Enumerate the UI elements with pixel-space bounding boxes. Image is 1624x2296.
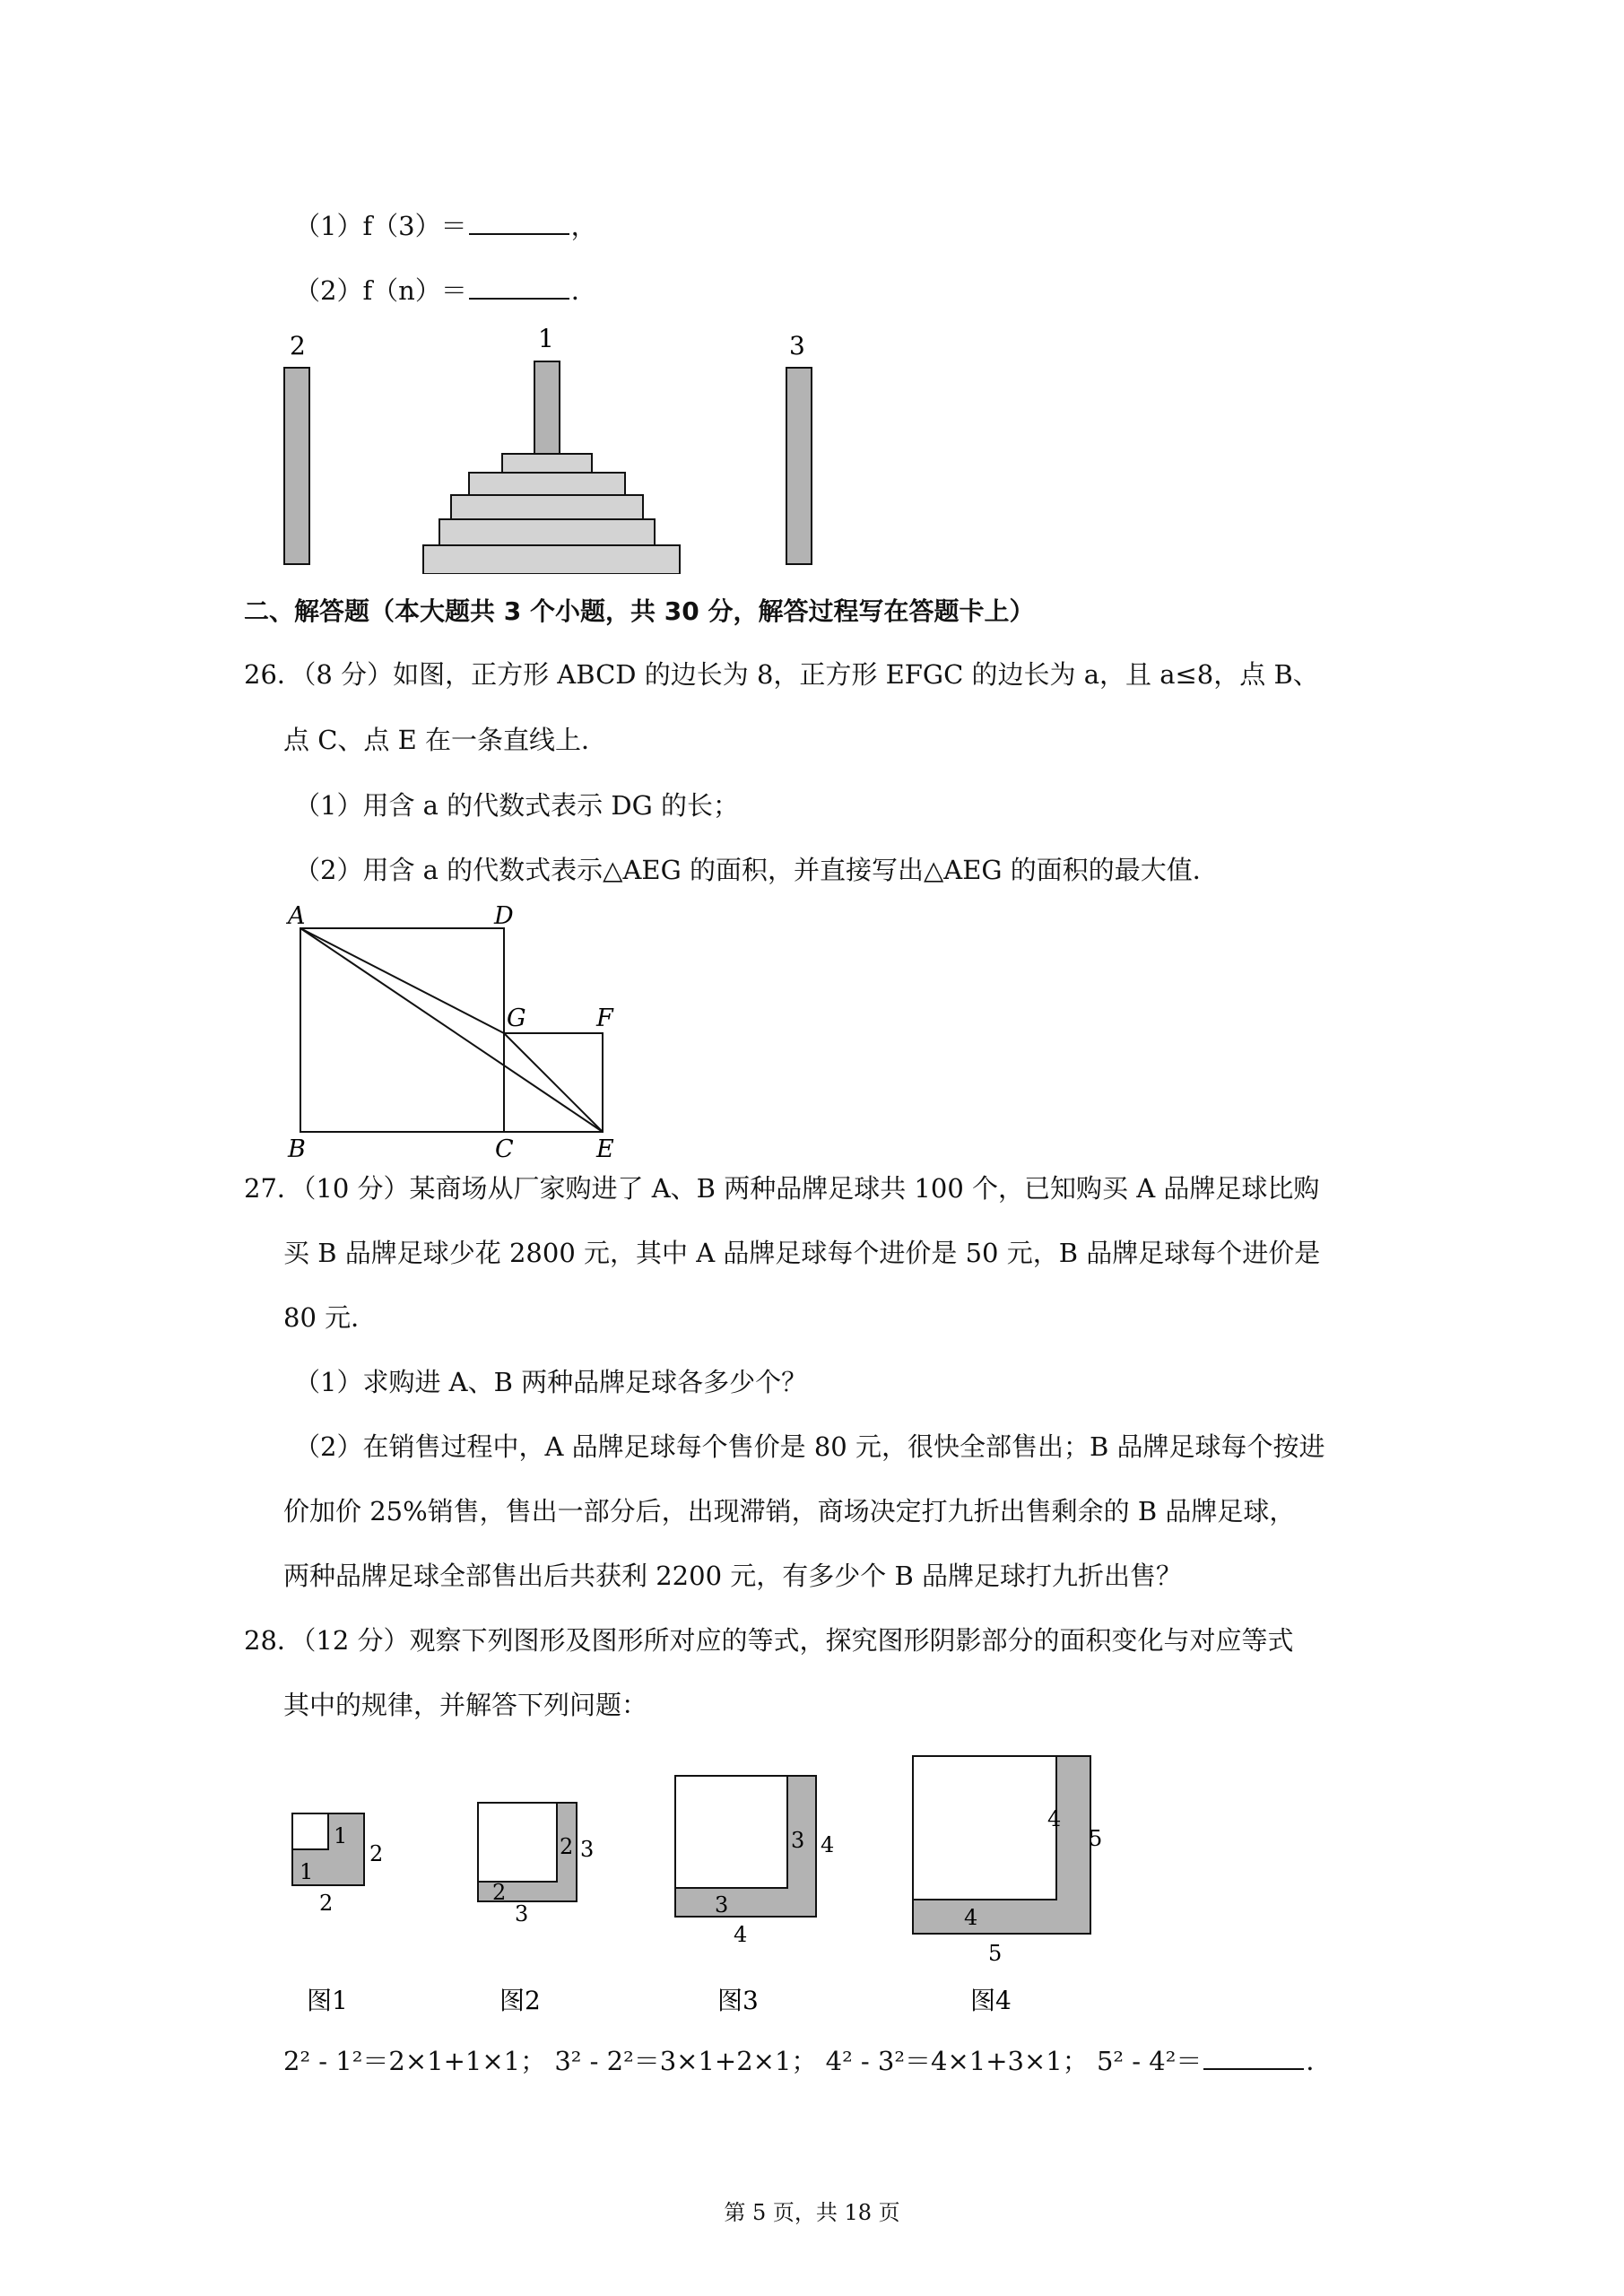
label-a: A bbox=[288, 902, 306, 930]
p28-equations bbox=[283, 2043, 1332, 2079]
peg-right bbox=[786, 368, 812, 564]
equation-4-blank[interactable] bbox=[1203, 2045, 1304, 2070]
fig4-outer-label: 5 bbox=[1089, 1826, 1103, 1851]
p27-line1: 27．（10 分）某商场从厂家购进了 A、B 两种品牌足球共 100 个，已知购买 A 品牌足球比购 bbox=[244, 1173, 1320, 1204]
fig2-inner-label-bottom: 2 bbox=[492, 1880, 507, 1905]
p25-q2-end: ． bbox=[570, 275, 597, 306]
figure-1 bbox=[287, 1807, 386, 2022]
hanoi-right-peg bbox=[780, 323, 825, 576]
fig4-inner-label-bottom: 4 bbox=[964, 1905, 978, 1930]
equation-end: ． bbox=[1306, 2046, 1333, 2076]
fig1-inner-label-bottom: 1 bbox=[300, 1859, 314, 1884]
fig1-outer-label-bottom: 2 bbox=[319, 1891, 334, 1916]
p25-q1 bbox=[294, 208, 597, 244]
p27-q2-line1: （2）在销售过程中，A 品牌足球每个售价是 80 元，很快全部售出；B 品牌足球每个按进 bbox=[294, 1431, 1325, 1462]
p25-q1-text: （1）f（3）＝ bbox=[294, 211, 467, 241]
fig3-caption: 图3 bbox=[717, 1986, 759, 2015]
figure-4 bbox=[906, 1747, 1130, 2022]
equation-3: 4² - 3²＝4×1+3×1； bbox=[825, 2046, 1089, 2076]
p26-q1: （1）用含 a 的代数式表示 DG 的长； bbox=[294, 790, 740, 821]
disk-4 bbox=[439, 519, 655, 545]
segment-ag bbox=[300, 928, 504, 1033]
tower-label-1: 1 bbox=[538, 324, 554, 353]
peg-left bbox=[284, 368, 309, 564]
fig3-inner-label-bottom: 3 bbox=[715, 1892, 729, 1918]
p26-q2: （2）用含 a 的代数式表示△AEG 的面积，并直接写出△AEG 的面积的最大值． bbox=[294, 855, 1219, 885]
p25-q2-text: （2）f（n）＝ bbox=[294, 275, 467, 306]
fig2-caption: 图2 bbox=[499, 1986, 541, 2015]
fig3-inner bbox=[675, 1776, 787, 1888]
fig3-outer-label-bottom: 4 bbox=[734, 1922, 748, 1947]
p26-line2: 点 C、点 E 在一条直线上． bbox=[283, 725, 608, 755]
fig1-inner bbox=[292, 1813, 328, 1849]
segment-ge bbox=[504, 1033, 603, 1132]
equation-1: 2² - 1²＝2×1+1×1； bbox=[283, 2046, 547, 2076]
hanoi-figure bbox=[269, 323, 708, 574]
equation-4: 5² - 4²＝ bbox=[1096, 2046, 1203, 2076]
fig4-outer-label-bottom: 5 bbox=[988, 1941, 1003, 1966]
fig3-outer-label: 4 bbox=[821, 1832, 835, 1857]
p25-q2 bbox=[294, 273, 597, 309]
p26-line1: 26．（8 分）如图，正方形 ABCD 的边长为 8，正方形 EFGC 的边长为 a，且 a≤8，点 B、 bbox=[244, 659, 1319, 690]
p27-q1: （1）求购进 A、B 两种品牌足球各多少个？ bbox=[294, 1367, 808, 1397]
p27-line2: 买 B 品牌足球少花 2800 元，其中 A 品牌足球每个进价是 50 元，B 品牌足球每个进价是 bbox=[283, 1238, 1321, 1268]
squares-figure bbox=[282, 897, 623, 1166]
equation-2: 3² - 2²＝3×1+2×1； bbox=[554, 2046, 818, 2076]
fig1-outer-label: 2 bbox=[369, 1841, 384, 1866]
disk-2 bbox=[469, 473, 625, 495]
fig4-inner-label: 4 bbox=[1047, 1806, 1062, 1831]
p28-line1: 28．（12 分）观察下列图形及图形所对应的等式，探究图形阴影部分的面积变化与对应等式 bbox=[244, 1625, 1294, 1656]
p27-q2-line2: 价加价 25%销售，售出一部分后，出现滞销，商场决定打九折出售剩余的 B 品牌足球， bbox=[283, 1496, 1296, 1526]
label-f: F bbox=[596, 1004, 613, 1032]
p25-q2-blank[interactable] bbox=[469, 274, 569, 300]
figure-2 bbox=[471, 1794, 596, 2022]
p27-line3: 80 元． bbox=[283, 1302, 378, 1333]
segment-ae bbox=[300, 928, 603, 1132]
p27-q2-line3: 两种品牌足球全部售出后共获利 2200 元，有多少个 B 品牌足球打九折出售？ bbox=[283, 1561, 1182, 1591]
p28-line2: 其中的规律，并解答下列问题： bbox=[283, 1690, 648, 1720]
label-g: G bbox=[507, 1004, 526, 1032]
fig2-inner-label: 2 bbox=[560, 1834, 574, 1859]
label-b: B bbox=[288, 1135, 306, 1163]
label-d: D bbox=[494, 902, 514, 930]
fig4-caption: 图4 bbox=[970, 1986, 1012, 2015]
peg-center bbox=[534, 361, 560, 465]
figure-3 bbox=[668, 1767, 847, 2022]
label-e: E bbox=[596, 1135, 614, 1163]
section-heading: 二、解答题（本大题共 3 个小题，共 30 分，解答过程写在答题卡上） bbox=[244, 596, 1035, 626]
disk-3 bbox=[451, 495, 643, 519]
p25-q1-blank[interactable] bbox=[469, 210, 569, 235]
fig1-inner-label: 1 bbox=[334, 1823, 348, 1848]
fig1-caption: 图1 bbox=[307, 1986, 348, 2015]
tower-label-2: 2 bbox=[290, 331, 306, 361]
page-footer: 第 5 页，共 18 页 bbox=[724, 2200, 900, 2225]
fig4-inner bbox=[913, 1756, 1056, 1900]
fig2-outer-label-bottom: 3 bbox=[515, 1901, 529, 1926]
disk-1 bbox=[502, 454, 592, 473]
fig2-inner bbox=[478, 1803, 557, 1882]
square-abcd bbox=[300, 928, 504, 1132]
fig3-inner-label: 3 bbox=[791, 1828, 805, 1853]
disk-5 bbox=[423, 545, 680, 574]
tower-label-3: 3 bbox=[789, 331, 805, 361]
p25-q1-end: ， bbox=[570, 211, 597, 241]
fig2-outer-label: 3 bbox=[580, 1837, 595, 1862]
label-c: C bbox=[495, 1135, 514, 1163]
